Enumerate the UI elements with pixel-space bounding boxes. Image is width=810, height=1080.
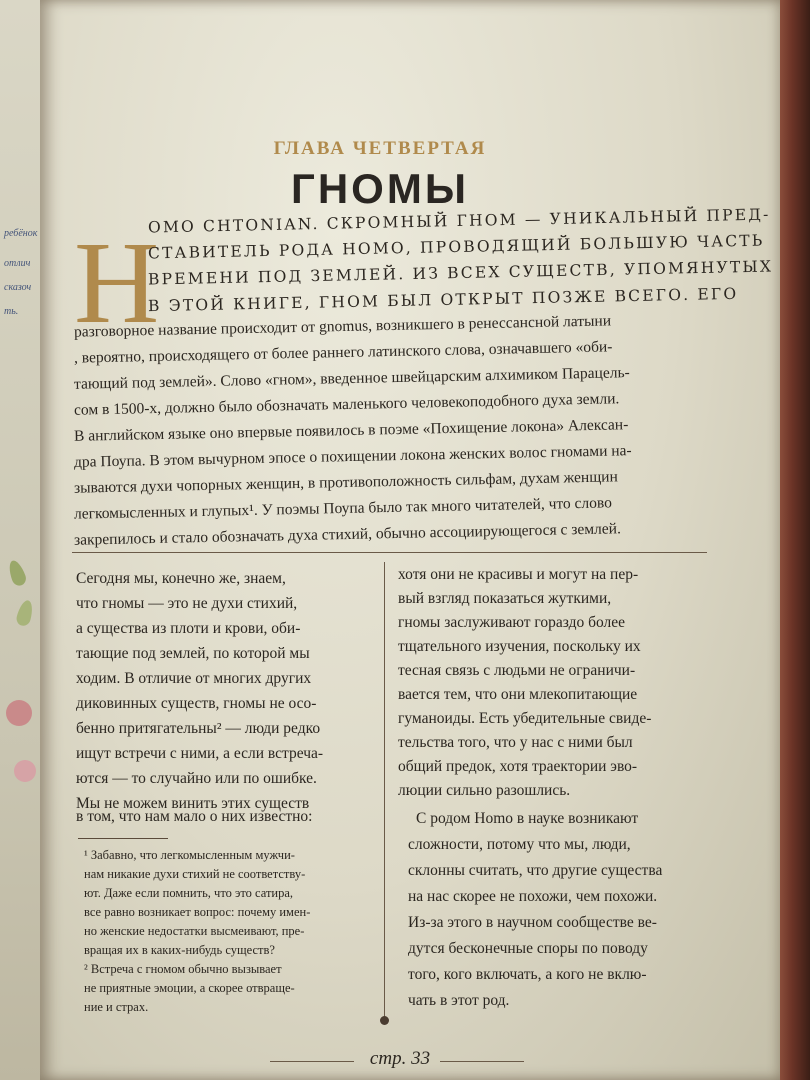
right-column-line: вый взгляд показаться жуткими,	[398, 590, 612, 607]
left-column-line: что гномы — это не духи стихий,	[76, 595, 298, 612]
column-divider-ornament	[380, 1016, 389, 1025]
chapter-title: ГНОМЫ	[291, 165, 469, 212]
left-column-line: диковинных существ, гномы не осо-	[76, 695, 317, 712]
intro-body-line: зываются духи чопорных женщин, в противоположность сильфам, духам женщин	[73, 468, 618, 497]
drop-cap: Н	[74, 217, 160, 348]
intro-caps-line: ВРЕМЕНИ ПОД ЗЕМЛЕЙ. ИЗ ВСЕХ СУЩЕСТВ, УПОМЯНУТЫХ	[147, 257, 774, 289]
footnote-line: вращая их в каких-нибудь существ?	[84, 943, 275, 957]
section-divider	[72, 552, 707, 553]
footnote-line: ют. Даже если помнить, что это сатира,	[84, 886, 294, 900]
intro-body-line: сом в 1500-х, должно было обозначать маленького человекоподобного духа земли.	[73, 390, 620, 419]
right-column-line: склонны считать, что другие существа	[408, 862, 663, 879]
left-column-line: Мы не можем винить этих существ	[76, 795, 310, 812]
right-column-line: гуманоиды. Есть убедительные свиде-	[398, 710, 652, 727]
right-column-line: вается тем, что они млекопитающие	[398, 686, 638, 703]
right-column-line: чать в этот род.	[408, 992, 510, 1009]
right-column-line: на нас скорее не похожи, чем похожи.	[408, 888, 658, 905]
footnote-line: не приятные эмоции, а скорее отвраще-	[84, 981, 295, 995]
left-page-scribble: сказоч	[4, 282, 32, 293]
footnote-line: но женские недостатки высмеивают, пре-	[84, 924, 305, 938]
intro-body-line: , вероятно, происходящего от более раннего латинского слова, означавшего «оби-	[73, 338, 613, 367]
left-column-line: ходим. В отличие от многих других	[76, 670, 312, 687]
left-page-edge	[0, 0, 40, 1080]
intro-caps-line: В ЭТОЙ КНИГЕ, ГНОМ БЫЛ ОТКРЫТ ПОЗЖЕ ВСЕГО. ЕГО	[147, 284, 739, 316]
flower-illustration	[6, 700, 32, 726]
right-column-line: общий предок, хотя траектории эво-	[398, 758, 638, 775]
chapter-label: ГЛАВА ЧЕТВЕРТАЯ	[273, 138, 487, 159]
left-page-scribble: ребёнок	[4, 228, 38, 239]
intro-body-line: дра Поупа. В этом вычурном эпосе о похищении локона женских волос гномами на-	[73, 442, 632, 471]
right-column-line: того, кого включать, а кого не вклю-	[408, 966, 647, 983]
leaf-illustration	[6, 558, 28, 587]
right-column-line: люции сильно разошлись.	[398, 782, 571, 799]
left-column-line: в том, что нам мало о них известно:	[76, 808, 313, 825]
intro-body-line: легкомысленных и глупых¹. У поэмы Поупа было так много читателей, что слово	[73, 494, 613, 523]
left-column-line: ются — то случайно или по ошибке.	[76, 770, 317, 787]
right-column-line: сложности, потому что мы, люди,	[408, 836, 631, 853]
left-column-line: тающие под землей, по которой мы	[76, 645, 310, 662]
page-number: стр. 33	[369, 1048, 431, 1069]
left-column-line: бенно притягательны² — люди редко	[76, 720, 321, 737]
intro-body-line: В английском языке оно впервые появилось в поэме «Похищение локона» Алексан-	[73, 416, 629, 445]
intro-body-line: разговорное название происходит от gnomus, возникшего в ренессансной латыни	[73, 312, 612, 341]
left-page-scribble: ть.	[4, 306, 19, 317]
right-column-line: гномы заслуживают гораздо более	[398, 614, 626, 631]
footnote-line: ние и страх.	[84, 1000, 149, 1014]
right-column-line: С родом Homo в науке возникают	[416, 810, 639, 827]
column-divider	[384, 562, 385, 1018]
right-column-line: хотя они не красивы и могут на пер-	[398, 566, 639, 583]
intro-body-line: закрепилось и стало обозначать духа стихий, обычно ассоциирующегося с землей.	[73, 520, 622, 549]
right-column-line: тесная связь с людьми не ограничи-	[398, 662, 636, 679]
flower-illustration	[14, 760, 36, 782]
right-column-line: дутся бесконечные споры по поводу	[408, 940, 648, 957]
footnote-line: ² Встреча с гномом обычно вызывает	[84, 962, 282, 976]
left-column-line: Сегодня мы, конечно же, знаем,	[76, 570, 286, 587]
left-page-scribble: отлич	[4, 258, 31, 269]
footnote-line: ¹ Забавно, что легкомысленным мужчи-	[84, 848, 295, 862]
left-column-line: ищут встречи с ними, а если встреча-	[76, 745, 324, 762]
footnote-line: нам никакие духи стихий не соответству-	[84, 867, 306, 881]
book-cover-edge	[780, 0, 810, 1080]
intro-caps-line: ОМО CHTONIAN. СКРОМНЫЙ ГНОМ — УНИКАЛЬНЫЙ ПРЕД-	[147, 205, 771, 237]
right-column-line: Из-за этого в научном сообществе ве-	[408, 914, 657, 931]
intro-caps-line: СТАВИТЕЛЬ РОДА НОМО, ПРОВОДЯЩИЙ БОЛЬШУЮ ЧАСТЬ	[147, 231, 765, 263]
right-column-line: тщательного изучения, поскольку их	[398, 638, 641, 655]
page-number-flourish	[440, 1061, 524, 1062]
right-column-line: тельства того, что у нас с ними был	[398, 734, 633, 751]
footnote-line: все равно возникает вопрос: почему имен-	[84, 905, 311, 919]
left-column-line: а существа из плоти и крови, оби-	[76, 620, 301, 637]
footnote-rule	[78, 838, 168, 839]
page-number-flourish	[270, 1061, 354, 1062]
intro-body-line: тающий под землей». Слово «гном», введенное швейцарским алхимиком Парацель-	[73, 364, 630, 393]
leaf-illustration	[15, 599, 35, 628]
